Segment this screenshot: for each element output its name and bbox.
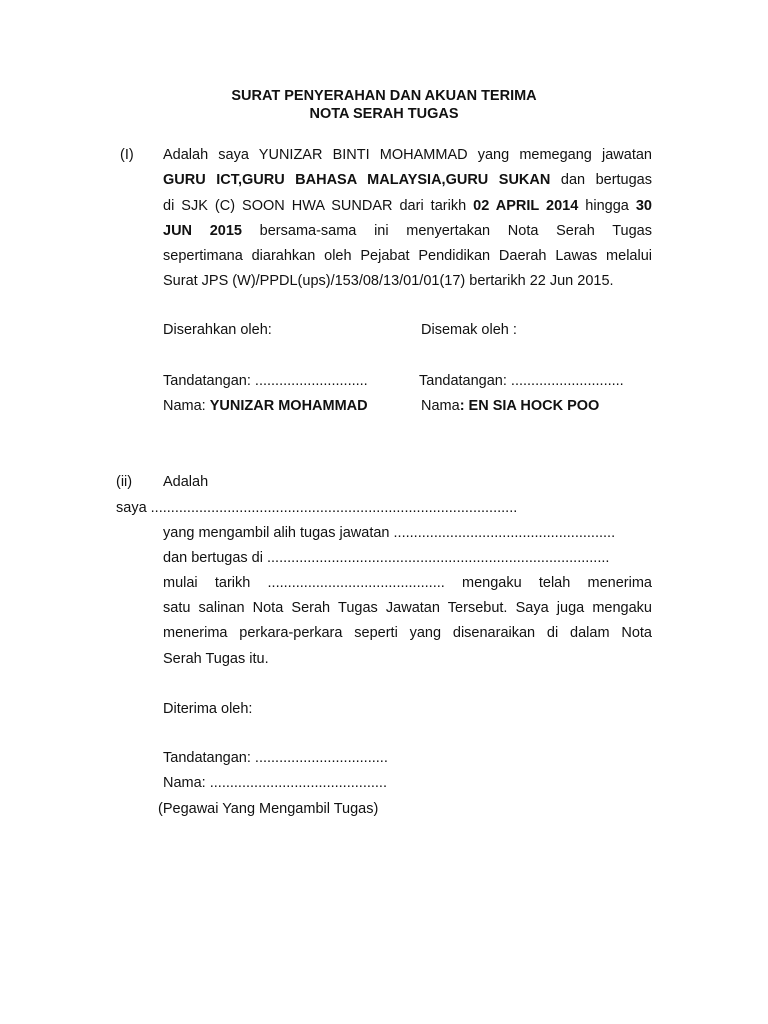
checked-by-label: Disemak oleh :: [421, 322, 517, 338]
start-date: 02 APRIL 2014: [473, 198, 579, 214]
name-line-recipient: Nama: ............................................: [163, 775, 387, 791]
section-1-line-3: di SJK (C) SOON HWA SUNDAR dari tarikh 02 APRIL 2014 hingga 30: [163, 198, 652, 214]
officer-caption: (Pegawai Yang Mengambil Tugas): [158, 801, 379, 817]
signature-line-right: Tandatangan: ............................: [419, 373, 624, 389]
position-names: GURU ICT,GURU BAHASA MALAYSIA,GURU SUKAN: [163, 172, 551, 188]
received-by-label: Diterima oleh:: [163, 701, 253, 717]
section-2-line-1: Adalah: [163, 474, 209, 490]
section-2-line-3: yang mengambil alih tugas jawatan .......................................................: [163, 525, 616, 541]
document-title: SURAT PENYERAHAN DAN AKUAN TERIMA: [231, 88, 537, 104]
section-1-line-1: Adalah saya YUNIZAR BINTI MOHAMMAD yang memegang jawatan: [163, 147, 652, 163]
end-date-part-1: 30: [635, 198, 652, 214]
section-1-line-6: Surat JPS (W)/PPDL(ups)/153/08/13/01/01(17) bertarikh 22 Jun 2015.: [163, 273, 614, 289]
signature-line-recipient: Tandatangan: .................................: [163, 750, 388, 766]
name-right: Nama: EN SIA HOCK POO: [421, 398, 600, 414]
section-2-line-4: dan bertugas di .....................................................................................: [163, 550, 610, 566]
section-2-label: (ii): [116, 474, 133, 490]
section-1-line-4: JUN 2015 bersama-sama ini menyertakan Nota Serah Tugas: [163, 223, 653, 239]
section-2-line-2: saya ...........................................................................................: [116, 500, 518, 516]
document-subtitle: NOTA SERAH TUGAS: [309, 106, 459, 122]
name-left: Nama: YUNIZAR MOHAMMAD: [163, 398, 368, 414]
section-2-line-5: mulai tarikh ............................................ mengaku telah menerima: [163, 575, 652, 591]
section-2-line-6: satu salinan Nota Serah Tugas Jawatan Tersebut. Saya juga mengaku: [163, 600, 652, 616]
section-1-label: (I): [120, 147, 134, 163]
end-date-part-2: JUN 2015: [163, 223, 242, 239]
section-1-line-5: sepertimana diarahkan oleh Pejabat Pendidikan Daerah Lawas melalui: [163, 248, 652, 264]
section-1-line-2: GURU ICT,GURU BAHASA MALAYSIA,GURU SUKAN dan bertugas: [163, 172, 653, 188]
handed-by-label: Diserahkan oleh:: [163, 322, 272, 338]
name-left-value: YUNIZAR MOHAMMAD: [209, 398, 368, 414]
name-right-value: : EN SIA HOCK POO: [459, 398, 600, 414]
section-2-line-8: Serah Tugas itu.: [163, 651, 269, 667]
signature-line-left: Tandatangan: ............................: [163, 373, 368, 389]
section-2-line-7: menerima perkara-perkara seperti yang disenaraikan di dalam Nota: [163, 625, 652, 641]
